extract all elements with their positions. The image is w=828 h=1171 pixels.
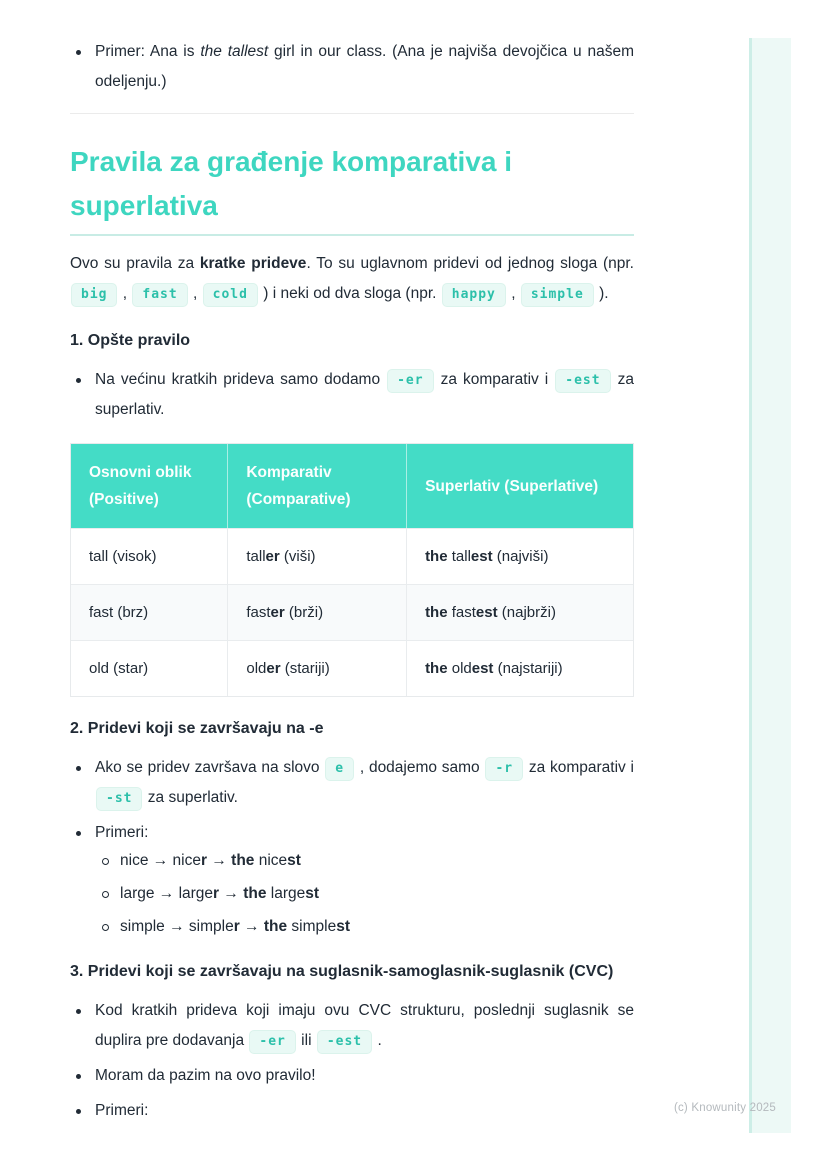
text-segment: .	[373, 1032, 382, 1049]
table-header-cell: Superlativ (Superlative)	[407, 444, 633, 528]
text-segment: (najviši)	[492, 548, 549, 565]
inline-code-badge: -r	[485, 757, 523, 781]
example-item	[95, 914, 634, 940]
text-segment: r	[233, 918, 240, 935]
section-2-list	[70, 753, 634, 940]
text-segment: (najbrži)	[497, 604, 556, 621]
inline-code-badge: fast	[132, 283, 187, 307]
text-segment: nice	[254, 852, 288, 869]
section-divider	[70, 113, 634, 114]
table-cell	[71, 640, 228, 696]
table-cell	[228, 528, 407, 584]
text-segment: ,	[118, 285, 132, 302]
list-item	[70, 365, 634, 425]
text-segment: za superlativ.	[143, 789, 238, 806]
examples-sublist	[95, 848, 634, 940]
table-header-cell: Komparativ (Comparative)	[228, 444, 407, 528]
text-segment: er	[266, 660, 281, 677]
text-segment: tall	[447, 548, 471, 565]
list-item	[70, 753, 634, 813]
text-segment: large → large	[120, 885, 214, 902]
example-item	[95, 881, 634, 907]
list-item	[70, 996, 634, 1056]
text-segment: →	[207, 852, 232, 869]
table-head	[71, 444, 633, 528]
text-segment: simple	[287, 918, 337, 935]
text-segment: the	[263, 918, 288, 935]
text-segment: r	[200, 852, 208, 869]
table-cell	[228, 584, 407, 640]
text-segment: kratke prideve	[199, 255, 307, 272]
inline-code-badge: -er	[387, 369, 433, 393]
text-segment: the	[425, 548, 448, 565]
text-segment: fast	[447, 604, 476, 621]
page-content	[70, 0, 634, 1131]
text-segment: fast (brz)	[89, 604, 149, 621]
text-segment: Primer: Ana is	[95, 43, 201, 60]
text-segment: →	[239, 918, 264, 935]
text-segment: (najstariji)	[493, 660, 563, 677]
list-item	[70, 818, 634, 940]
inline-code-badge: e	[325, 757, 354, 781]
inline-code-badge: -est	[317, 1030, 372, 1054]
text-segment: (viši)	[279, 548, 316, 565]
text-segment: za komparativ i	[524, 759, 634, 776]
table-cell	[71, 584, 228, 640]
inline-code-badge: happy	[442, 283, 506, 307]
inline-code-badge: -est	[555, 369, 610, 393]
text-segment: Primeri:	[95, 1102, 149, 1119]
inline-code-badge: -er	[249, 1030, 295, 1054]
comparison-table	[70, 443, 634, 697]
table-cell	[407, 528, 633, 584]
text-segment: Kod kratkih prideva koji imaju ovu CVC strukturu, poslednji suglasnik se duplira pre dodavanja	[95, 1002, 634, 1049]
text-segment: ) i neki od dva sloga (npr.	[258, 285, 441, 302]
section-3-list	[70, 996, 634, 1126]
text-segment: st	[336, 918, 351, 935]
text-segment: →	[219, 885, 244, 902]
text-segment: simple → simple	[120, 918, 234, 935]
table-row	[71, 528, 633, 584]
inline-code-badge: simple	[521, 283, 594, 307]
section-2-title: 2. Pridevi koji se završavaju na -e	[70, 720, 324, 737]
text-segment: (stariji)	[280, 660, 330, 677]
text-segment: the tallest	[200, 43, 269, 60]
table-body	[71, 528, 633, 696]
text-segment: er	[270, 604, 285, 621]
inline-code-badge: big	[71, 283, 117, 307]
text-segment: , dodajemo samo	[355, 759, 485, 776]
text-segment: est	[471, 660, 494, 677]
intro-list	[70, 37, 634, 97]
table-cell	[407, 640, 633, 696]
table-row	[71, 640, 633, 696]
text-segment: fast	[246, 604, 271, 621]
text-segment: the	[231, 852, 255, 869]
text-segment: old	[447, 660, 472, 677]
text-segment: . To su uglavnom pridevi od jednog sloga (npr.	[306, 255, 634, 272]
side-strip-decoration	[749, 38, 791, 1133]
inline-code-badge: -st	[96, 787, 142, 811]
list-item	[70, 1096, 634, 1126]
text-segment: r	[213, 885, 220, 902]
section-3-title: 3. Pridevi koji se završavaju na suglasnik-samoglasnik-suglasnik (CVC)	[70, 963, 614, 980]
section-1-list	[70, 365, 634, 425]
text-segment: ili	[296, 1032, 316, 1049]
text-segment: est	[470, 548, 493, 565]
table-cell	[407, 584, 633, 640]
text-segment: old	[246, 660, 267, 677]
table-header-row	[71, 444, 633, 528]
list-item	[70, 37, 634, 97]
text-segment: ,	[506, 285, 520, 302]
text-segment: (brži)	[284, 604, 324, 621]
text-segment: the	[425, 604, 448, 621]
text-segment: Ako se pridev završava na slovo	[95, 759, 325, 776]
inline-code-badge: cold	[203, 283, 258, 307]
text-segment: girl in our class. (Ana je najviša devojčica u našem odeljenju.)	[95, 43, 634, 90]
text-segment: old (star)	[89, 660, 149, 677]
table-header-cell: Osnovni oblik (Positive)	[71, 444, 228, 528]
intro-paragraph	[70, 249, 634, 309]
text-segment: er	[265, 548, 280, 565]
text-segment: the	[243, 885, 267, 902]
text-segment: tall	[246, 548, 266, 565]
table-cell	[228, 640, 407, 696]
list-item	[70, 1061, 634, 1091]
text-segment: tall (visok)	[89, 548, 157, 565]
text-segment: large	[266, 885, 306, 902]
examples-label: Primeri:	[95, 824, 149, 841]
text-segment: the	[425, 660, 448, 677]
text-segment: st	[287, 852, 301, 869]
text-segment: Moram da pazim na ovo pravilo!	[95, 1067, 316, 1084]
example-item	[95, 848, 634, 874]
copyright-notice: (c) Knowunity 2025	[673, 1102, 776, 1114]
text-segment: Ovo su pravila za	[70, 255, 200, 272]
table-cell	[71, 528, 228, 584]
text-segment: za superlativ.	[95, 371, 634, 418]
table-row	[71, 584, 633, 640]
page-title: Pravila za građenje komparativa i superlativa	[70, 140, 634, 236]
text-segment: ,	[188, 285, 202, 302]
text-segment: za komparativ i	[434, 371, 555, 388]
text-segment: est	[475, 604, 498, 621]
text-segment: ).	[594, 285, 609, 302]
text-segment: Na većinu kratkih prideva samo dodamo	[95, 371, 387, 388]
section-1-title: 1. Opšte pravilo	[70, 332, 191, 349]
text-segment: st	[305, 885, 320, 902]
text-segment: nice → nice	[120, 852, 201, 869]
